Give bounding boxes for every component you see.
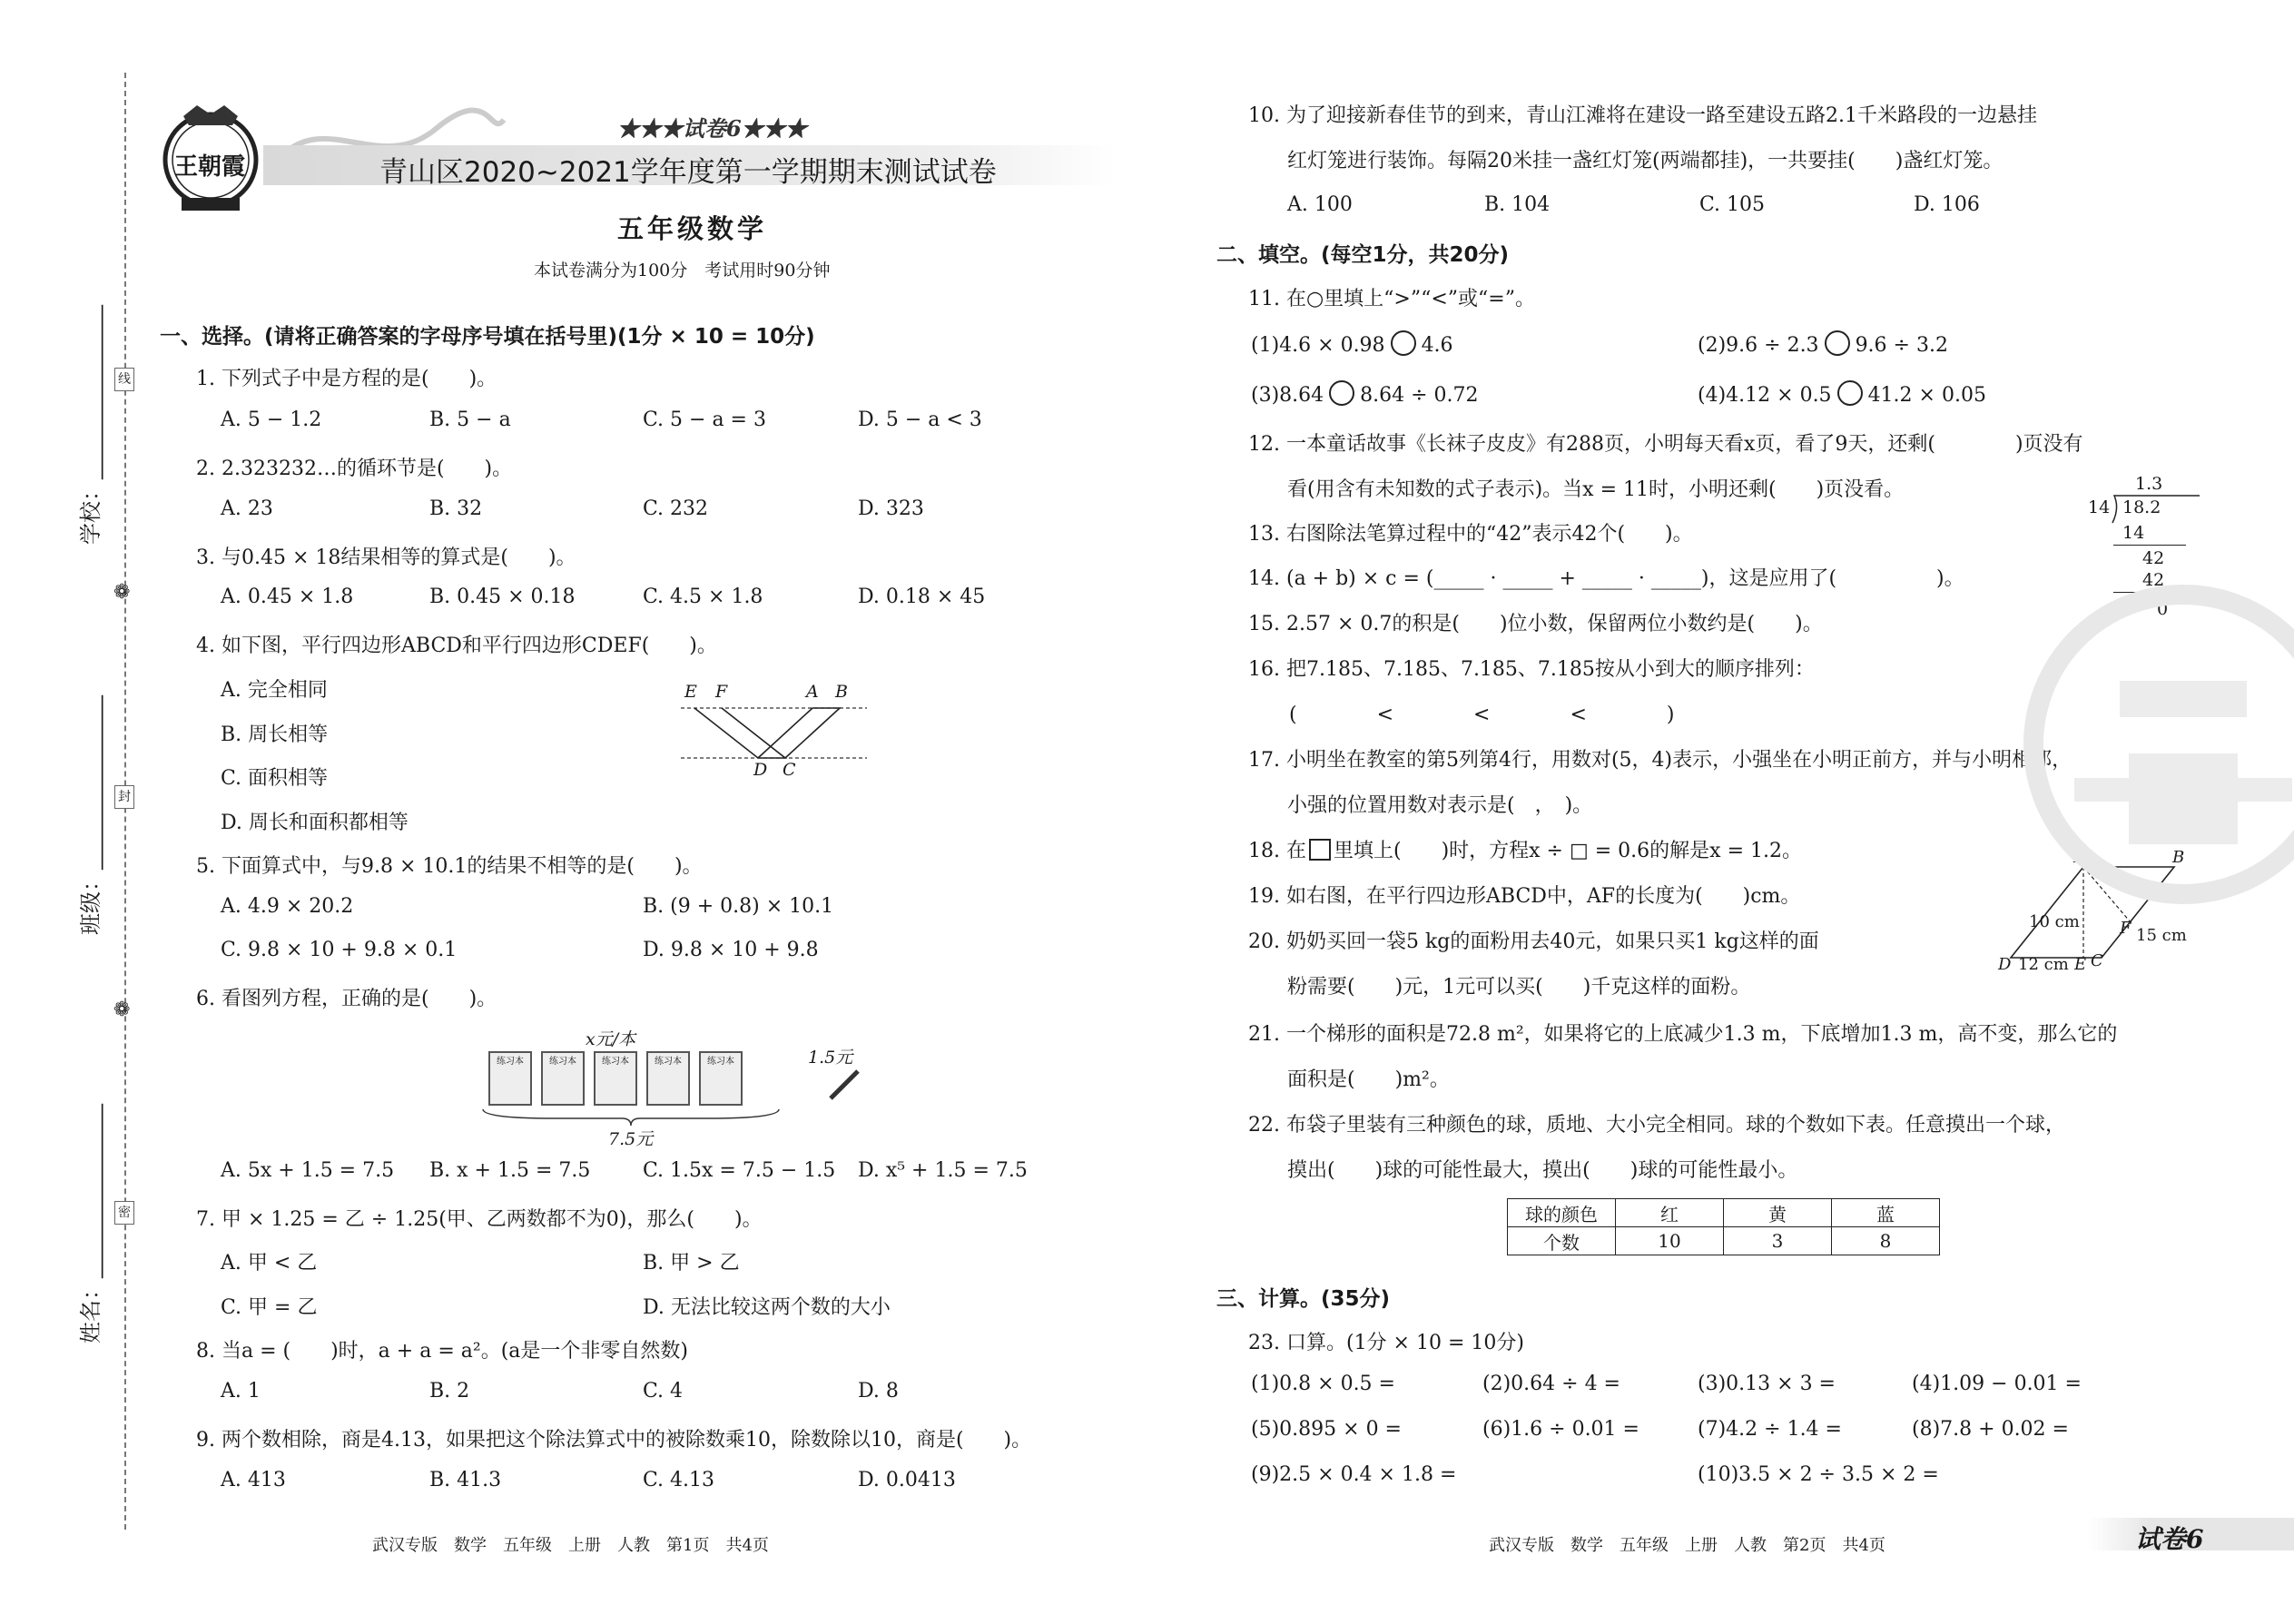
label-c: C	[783, 760, 796, 780]
q6-stem: 6. 看图列方程，正确的是( )。	[196, 988, 497, 1010]
q5-option-b: B. (9 + 0.8) × 10.1	[643, 895, 834, 918]
calc-9: (9)2.5 × 0.4 × 1.8 =	[1251, 1463, 1457, 1486]
q16-stem: 16. 把7.185、7.185、7.185、7.185按从小到大的顺序排列：	[1248, 658, 1815, 681]
compare-circle[interactable]	[1329, 380, 1354, 406]
exam-number: ★★★试卷6★★★	[617, 115, 807, 142]
binding-mark-secret: 密	[114, 1201, 134, 1225]
step-2: 42	[2142, 548, 2165, 568]
label-b: B	[835, 682, 848, 702]
q21-line2: 面积是( )m²。	[1287, 1068, 1450, 1091]
table-header: 红	[1616, 1199, 1724, 1227]
q1-option-b: B. 5 − a	[429, 408, 511, 431]
calc-8: (8)7.8 + 0.02 =	[1912, 1418, 2069, 1441]
q18-stem: 18. 在 里填上( )时，方程x ÷ □ = 0.6的解是x = 1.2。	[1248, 840, 1802, 862]
name-label: 姓名：________________	[78, 1104, 103, 1343]
q6-option-a: A. 5x + 1.5 = 7.5	[221, 1159, 395, 1182]
compare-circle[interactable]	[1837, 380, 1863, 406]
q6-price-label: x元/本	[586, 1029, 636, 1049]
q4-option-c: C. 面积相等	[221, 767, 329, 790]
calc-3: (3)0.13 × 3 =	[1698, 1373, 1836, 1395]
measure-12cm: 12 cm	[2018, 955, 2069, 974]
divisor: 14	[2088, 497, 2111, 517]
calc-10: (10)3.5 × 2 ÷ 3.5 × 2 =	[1698, 1463, 1939, 1486]
q11-part4: (4)4.12 × 0.5 41.2 × 0.05	[1698, 380, 1986, 407]
q12-line1: 12. 一本童话故事《长袜子皮皮》有288页，小明每天看x页，看了9天，还剩( )页没有	[1248, 433, 2083, 456]
q11-part3: (3)8.64 8.64 ÷ 0.72	[1251, 380, 1479, 407]
q22-line2: 摸出( )球的可能性最大，摸出( )球的可能性最小。	[1287, 1159, 1798, 1182]
step-3: 42	[2142, 570, 2165, 590]
label-b: B	[2172, 848, 2185, 867]
q8-stem: 8. 当a = ( )时，a + a = a²。(a是一个非零自然数)	[196, 1340, 688, 1363]
notebook-icon: 练习本	[541, 1051, 585, 1106]
q8-option-a: A. 1	[221, 1380, 261, 1403]
q21-line1: 21. 一个梯形的面积是72.8 m²，如果将它的上底减少1.3 m，下底增加1.3 m，高不变，那么它的	[1248, 1023, 2118, 1046]
q8-option-c: C. 4	[643, 1380, 684, 1403]
q19-stem: 19. 如右图，在平行四边形ABCD中，AF的长度为( )cm。	[1248, 885, 1801, 908]
table-cell: 3	[1724, 1227, 1832, 1255]
quotient: 1.3	[2135, 474, 2163, 494]
q7-option-b: B. 甲 > 乙	[643, 1252, 740, 1275]
q17-line2: 小强的位置用数对表示是( ， )。	[1287, 794, 1593, 817]
q10-option-a: A. 100	[1287, 193, 1353, 216]
q9-option-a: A. 413	[221, 1469, 286, 1491]
q3-option-d: D. 0.18 × 45	[858, 586, 986, 608]
calc-2: (2)0.64 ÷ 4 =	[1482, 1373, 1620, 1395]
q2-stem: 2. 2.323232…的循环节是( )。	[196, 458, 513, 480]
pencil-icon	[826, 1067, 862, 1103]
table-cell: 8	[1832, 1227, 1940, 1255]
q10-line1: 10. 为了迎接新春佳节的到来，青山江滩将在建设一路至建设五路2.1千米路段的一边悬挂	[1248, 104, 2037, 127]
footer-left: 武汉专版 数学 五年级 上册 人教 第1页 共4页	[372, 1536, 769, 1555]
q7-option-a: A. 甲 < 乙	[221, 1252, 318, 1275]
notebook-icon: 练习本	[594, 1051, 637, 1106]
q10-line2: 红灯笼进行装饰。每隔20米挂一盏红灯笼(两端都挂)，一共要挂( )盏红灯笼。	[1287, 150, 2004, 172]
notebook-icon: 练习本	[646, 1051, 690, 1106]
q1-stem: 1. 下列式子中是方程的是( )。	[196, 368, 497, 390]
q14-stem: 14. (a + b) × c = (_____ · _____ + _____ · _____)，这是应用了( )。	[1248, 567, 1964, 590]
label-e: E	[2074, 955, 2087, 974]
q10-option-b: B. 104	[1484, 193, 1551, 216]
label-e: E	[684, 682, 697, 702]
watermark-seal	[2020, 581, 2294, 908]
q4-option-a: A. 完全相同	[221, 679, 328, 702]
q5-option-c: C. 9.8 × 10 + 9.8 × 0.1	[221, 939, 458, 961]
subject-title: 五年级数学	[617, 213, 768, 244]
calc-1: (1)0.8 × 0.5 =	[1251, 1373, 1395, 1395]
table-header: 蓝	[1832, 1199, 1940, 1227]
class-label: 班级：________________	[78, 695, 103, 935]
q2-option-b: B. 32	[429, 497, 483, 520]
measure-10cm: 10 cm	[2029, 912, 2080, 931]
q13-stem: 13. 右图除法笔算过程中的“42”表示42个( )。	[1248, 523, 1693, 546]
q3-stem: 3. 与0.45 × 18结果相等的算式是( )。	[196, 546, 576, 569]
q6-option-b: B. x + 1.5 = 7.5	[429, 1159, 591, 1182]
q11-part2: (2)9.6 ÷ 2.3 9.6 ÷ 3.2	[1698, 330, 1948, 357]
q5-option-a: A. 4.9 × 20.2	[221, 895, 354, 918]
q11-part1: (1)4.6 × 0.98 4.6	[1251, 330, 1453, 357]
q8-option-d: D. 8	[858, 1380, 899, 1403]
ball-count-table	[1507, 1198, 1940, 1255]
q5-stem: 5. 下面算式中，与9.8 × 10.1的结果不相等的是( )。	[196, 855, 703, 878]
q4-stem: 4. 如下图，平行四边形ABCD和平行四边形CDEF( )。	[196, 635, 717, 657]
label-a: A	[2074, 848, 2086, 867]
label-c: C	[2091, 951, 2103, 970]
q5-option-d: D. 9.8 × 10 + 9.8	[643, 939, 819, 961]
q1-option-d: D. 5 − a < 3	[858, 408, 982, 431]
notebook-icon: 练习本	[699, 1051, 743, 1106]
exam-title: 青山区2020~2021学年度第一学期期末测试试卷	[379, 156, 997, 189]
q1-option-c: C. 5 − a = 3	[643, 408, 766, 431]
q20-line1: 20. 奶奶买回一袋5 kg的面粉用去40元，如果只买1 kg这样的面	[1248, 930, 1819, 953]
notebook-icon: 练习本	[488, 1051, 532, 1106]
q9-stem: 9. 两个数相除，商是4.13，如果把这个除法算式中的被除数乘10，除数除以10，商是( )。	[196, 1429, 1032, 1452]
q6-option-d: D. x⁵ + 1.5 = 7.5	[858, 1159, 1028, 1182]
q7-option-c: C. 甲 = 乙	[221, 1296, 318, 1319]
q6-option-c: C. 1.5x = 7.5 − 1.5	[643, 1159, 836, 1182]
brace-icon	[481, 1107, 781, 1127]
remainder: 0	[2157, 599, 2169, 619]
section-2-title: 二、填空。(每空1分，共20分)	[1216, 243, 1510, 267]
q3-option-c: C. 4.5 × 1.8	[643, 586, 763, 608]
q22-line1: 22. 布袋子里装有三种颜色的球，质地、大小完全相同。球的个数如下表。任意摸出一个球，	[1248, 1114, 2065, 1137]
dividend: 18.2	[2122, 497, 2161, 517]
q2-option-a: A. 23	[221, 497, 273, 520]
table-header: 黄	[1724, 1199, 1832, 1227]
measure-15cm: 15 cm	[2136, 926, 2187, 945]
q7-option-d: D. 无法比较这两个数的大小	[643, 1296, 891, 1319]
table-header: 球的颜色	[1508, 1199, 1616, 1227]
answer-square[interactable]	[1309, 839, 1331, 861]
step-1: 14	[2122, 523, 2145, 543]
section-1-title: 一、选择。(请将正确答案的字母序号填在括号里)(1分 × 10 = 10分)	[160, 325, 815, 349]
q9-option-d: D. 0.0413	[858, 1469, 956, 1491]
q6-pen-price: 1.5元	[808, 1048, 853, 1068]
label-f: F	[2120, 919, 2132, 938]
q10-option-c: C. 105	[1699, 193, 1766, 216]
q12-line2: 看(用含有未知数的式子表示)。当x = 11时，小明还剩( )页没看。	[1287, 478, 1905, 501]
school-label: 学校：________________	[78, 305, 103, 545]
q10-option-d: D. 106	[1914, 193, 1980, 216]
q6-total-label: 7.5元	[608, 1129, 654, 1149]
q4-option-d: D. 周长和面积都相等	[221, 812, 409, 834]
logo-text: 王朝霞	[174, 153, 246, 181]
q7-stem: 7. 甲 × 1.25 = 乙 ÷ 1.25(甲、乙两数都不为0)，那么( )。	[196, 1208, 763, 1231]
q16-blank: ( < < < )	[1289, 704, 1675, 726]
q3-option-a: A. 0.45 × 1.8	[221, 586, 354, 608]
q4-parallelogram-figure	[681, 682, 867, 785]
q20-line2: 粉需要( )元，1元可以买( )千克这样的面粉。	[1287, 976, 1751, 999]
compare-circle[interactable]	[1825, 330, 1850, 356]
section-3-title: 三、计算。(35分)	[1216, 1287, 1391, 1311]
binding-ornament-icon: ❁	[113, 581, 131, 604]
calc-7: (7)4.2 ÷ 1.4 =	[1698, 1418, 1842, 1441]
binding-mark-line: 线	[114, 368, 134, 391]
q9-option-b: B. 41.3	[429, 1469, 502, 1491]
table-cell: 个数	[1508, 1227, 1616, 1255]
q6-figure	[481, 1026, 917, 1149]
q23-stem: 23. 口算。(1分 × 10 = 10分)	[1248, 1332, 1524, 1354]
label-a: A	[806, 682, 819, 702]
q15-stem: 15. 2.57 × 0.7的积是( )位小数，保留两位小数约是( )。	[1248, 613, 1823, 635]
calc-5: (5)0.895 × 0 =	[1251, 1418, 1402, 1441]
label-d: D	[753, 760, 768, 780]
q4-option-b: B. 周长相等	[221, 723, 329, 746]
q1-option-a: A. 5 − 1.2	[221, 408, 322, 431]
compare-circle[interactable]	[1391, 330, 1416, 356]
q3-option-b: B. 0.45 × 0.18	[429, 586, 576, 608]
label-d: D	[1998, 955, 2012, 974]
q11-stem: 11. 在○里填上“>”“<”或“=”。	[1248, 288, 1535, 310]
calc-6: (6)1.6 ÷ 0.01 =	[1482, 1418, 1639, 1441]
q9-option-c: C. 4.13	[643, 1469, 715, 1491]
logo	[156, 98, 265, 216]
q2-option-c: C. 232	[643, 497, 709, 520]
label-f: F	[715, 682, 728, 702]
footer-right: 武汉专版 数学 五年级 上册 人教 第2页 共4页	[1489, 1536, 1885, 1555]
binding-ornament-icon: ❁	[113, 999, 131, 1021]
exam-badge: 试卷6	[2135, 1524, 2204, 1554]
q8-option-b: B. 2	[429, 1380, 470, 1403]
table-cell: 10	[1616, 1227, 1724, 1255]
binding-mark-seal: 封	[114, 785, 134, 809]
calc-4: (4)1.09 − 0.01 =	[1912, 1373, 2082, 1395]
q2-option-d: D. 323	[858, 497, 924, 520]
q17-line1: 17. 小明坐在教室的第5列第4行，用数对(5，4)表示，小强坐在小明正前方，并与小明相邻，	[1248, 749, 2072, 772]
exam-note: 本试卷满分为100分 考试用时90分钟	[534, 261, 831, 281]
